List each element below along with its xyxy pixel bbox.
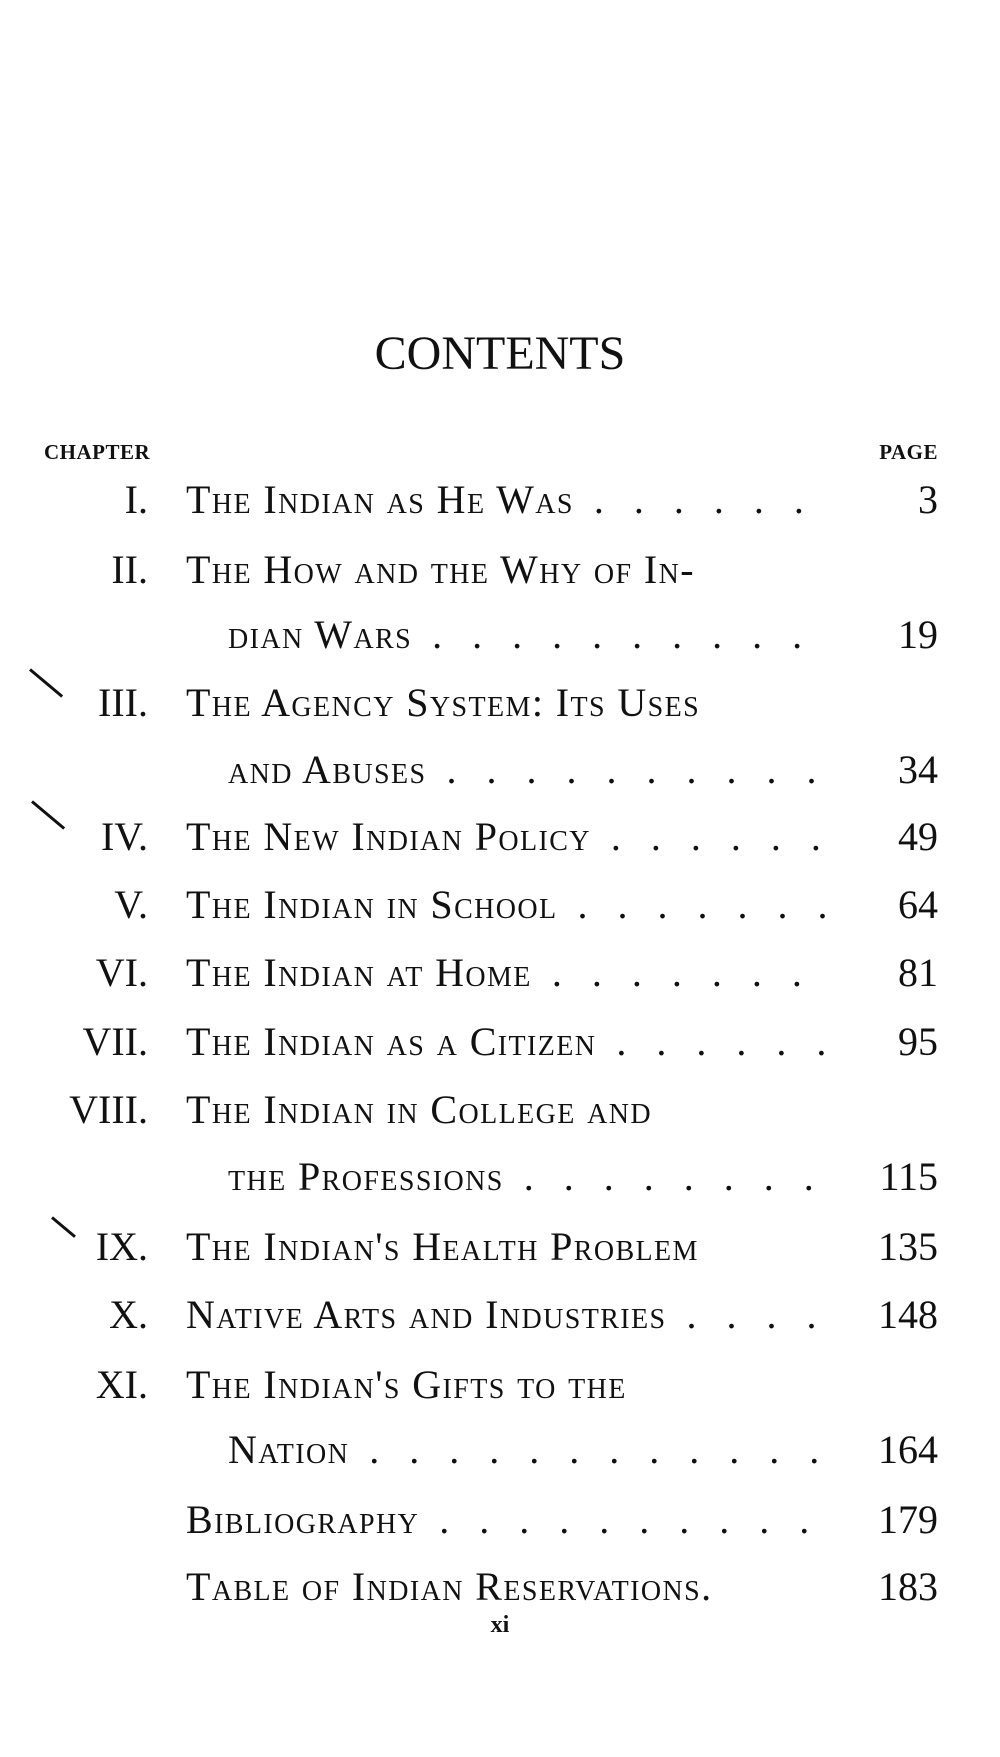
toc-entry-3[interactable] bbox=[0, 673, 1000, 733]
chapter-title: The Indian's Health Problem bbox=[186, 1224, 699, 1269]
page-column-header: PAGE bbox=[879, 440, 938, 464]
folio: xi bbox=[490, 1612, 510, 1638]
page-number: 3 bbox=[918, 477, 938, 522]
page-number: 164 bbox=[878, 1427, 938, 1472]
chapter-number: VI. bbox=[95, 950, 148, 995]
chapter-number: X. bbox=[109, 1292, 148, 1337]
entry-title: Bibliography . . . bbox=[186, 1490, 832, 1550]
page-number: 115 bbox=[879, 1154, 938, 1199]
toc-entry-bibliography[interactable] bbox=[0, 1490, 1000, 1550]
toc-entry-2-cont[interactable] bbox=[0, 605, 1000, 665]
chapter-number: IV. bbox=[100, 814, 148, 859]
chapter-number: VII. bbox=[82, 1019, 148, 1064]
toc-entry-8-cont[interactable] bbox=[0, 1147, 1000, 1207]
toc-entry-9[interactable] bbox=[0, 1217, 1000, 1277]
toc-entry-4[interactable] bbox=[0, 807, 1000, 867]
toc-entry-1[interactable] bbox=[0, 470, 1000, 530]
chapter-title: The Indian as He Was . . . bbox=[186, 470, 832, 530]
page-number: 64 bbox=[898, 882, 938, 927]
page-number: 95 bbox=[898, 1019, 938, 1064]
page-number: 81 bbox=[898, 950, 938, 995]
page-number: 19 bbox=[898, 612, 938, 657]
chapter-title: Native Arts and Industries . . . bbox=[186, 1285, 832, 1345]
chapter-title: The Indian at Home . . . bbox=[186, 943, 832, 1003]
chapter-title: The Indian as a Citizen . . . bbox=[186, 1012, 832, 1072]
entry-title: Table of Indian Reservations. bbox=[186, 1564, 713, 1609]
chapter-title-cont: and Abuses . . . bbox=[228, 740, 832, 800]
toc-entry-8[interactable] bbox=[0, 1080, 1000, 1140]
chapter-number: XI. bbox=[95, 1362, 148, 1407]
toc-entry-5[interactable] bbox=[0, 875, 1000, 935]
toc-entry-reservations[interactable] bbox=[0, 1557, 1000, 1617]
chapter-title: The Indian in College and bbox=[186, 1087, 653, 1132]
page-title: CONTENTS bbox=[374, 327, 626, 380]
chapter-number: V. bbox=[114, 882, 148, 927]
page-number: 49 bbox=[898, 814, 938, 859]
toc-entry-7[interactable] bbox=[0, 1012, 1000, 1072]
chapter-number: III. bbox=[98, 680, 148, 725]
chapter-number: II. bbox=[111, 547, 148, 592]
chapter-title: The How and the Why of In- bbox=[186, 547, 695, 592]
chapter-title: The Agency System: Its Uses bbox=[186, 680, 701, 725]
page-number: 135 bbox=[878, 1224, 938, 1269]
toc-entry-3-cont[interactable] bbox=[0, 740, 1000, 800]
page-number: 34 bbox=[898, 747, 938, 792]
chapter-number: VIII. bbox=[69, 1087, 148, 1132]
chapter-number: IX. bbox=[95, 1224, 148, 1269]
chapter-title-cont: dian Wars . . . bbox=[228, 605, 832, 665]
chapter-title-cont: the Professions . . . bbox=[228, 1147, 832, 1207]
chapter-title-cont: Nation . . . bbox=[228, 1420, 832, 1480]
toc-entry-11[interactable] bbox=[0, 1355, 1000, 1415]
toc-entry-6[interactable] bbox=[0, 943, 1000, 1003]
chapter-title: The Indian's Gifts to the bbox=[186, 1362, 627, 1407]
toc-entry-10[interactable] bbox=[0, 1285, 1000, 1345]
page-number: 148 bbox=[878, 1292, 938, 1337]
page-number: 179 bbox=[878, 1497, 938, 1542]
chapter-title: The Indian in School . . . bbox=[186, 875, 832, 935]
chapter-column-header: CHAPTER bbox=[44, 440, 151, 464]
chapter-title: The New Indian Policy . . . bbox=[186, 807, 832, 867]
toc-entry-2[interactable] bbox=[0, 540, 1000, 600]
page-number: 183 bbox=[878, 1564, 938, 1609]
chapter-number: I. bbox=[124, 477, 148, 522]
toc-entry-11-cont[interactable] bbox=[0, 1420, 1000, 1480]
